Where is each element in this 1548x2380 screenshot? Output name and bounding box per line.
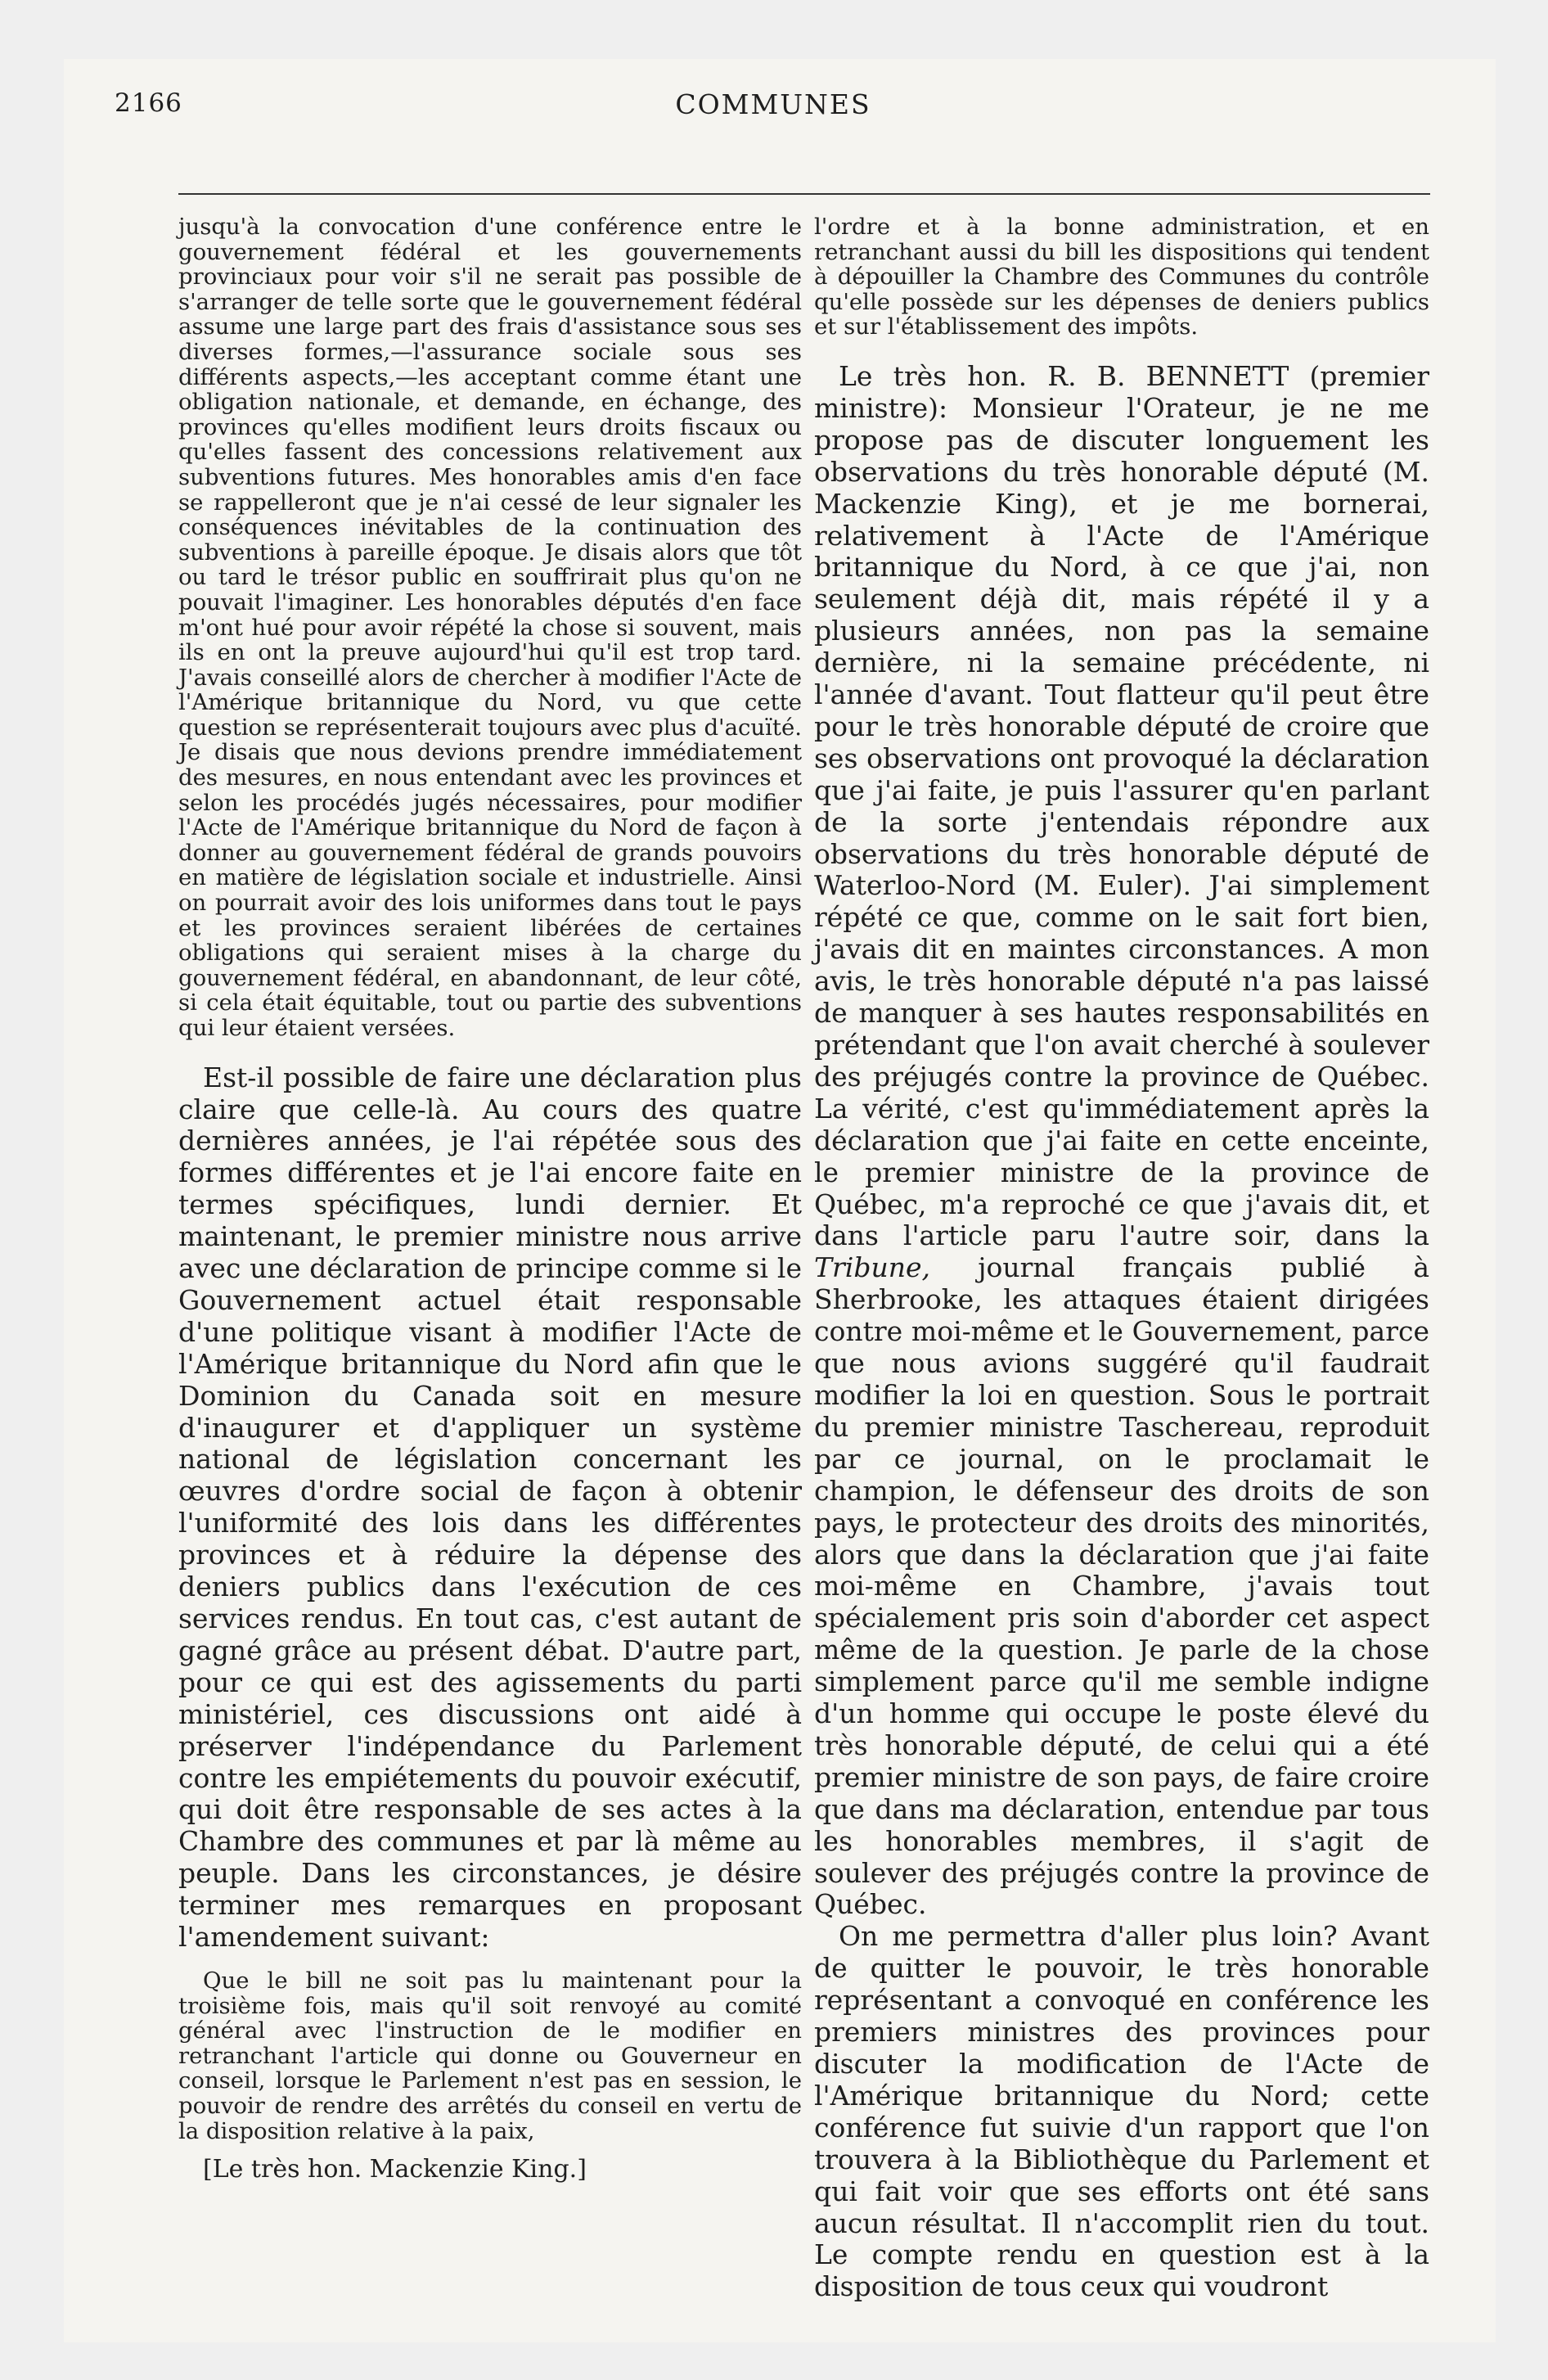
speaker-name: Le très hon. R. B. BENNETT (premier ministre): <box>814 359 1429 424</box>
left-paragraph-2: Est-il possible de faire une déclaration plus claire que celle-là. Au cours des quatre dernières années, je l'ai répétée sous des formes différentes et je l'ai encore faite en termes spécifiques, lundi dernier. Et maintenant, le premier ministre nous arrive avec une déclaration de principe comme si le Gouvernement actuel était responsable d'une politique visant à modifier l'Acte de l'Amérique britannique du Nord afin que le Dominion du Canada soit en mesure d'inaugurer et d'appliquer un système national de législation concernant les œuvres d'ordre social de façon à obtenir l'uniformité des lois dans les différentes provinces et à réduire la dépense des deniers publics dans l'exécution de ces services rendus. En tout cas, c'est autant de gagné grâce au présent débat. D'autre part, pour ce qui est des agissements du parti ministériel, ces discussions ont aidé à préserver l'indépendance du Parlement contre les empiétements du pouvoir exécutif, qui doit être responsable de ses actes à la Chambre des communes et par là même au peuple. Dans les circonstances, je désire terminer mes remarques en proposant l'amendement suivant: <box>178 1061 802 1954</box>
speech-text: Monsieur l'Orateur, je ne me propose pas de discuter longuement les observations du très honorable député (M. Mackenzie King), et je me bornerai, relativement à l'Acte de l'Amérique britannique du Nord, à ce que j'ai, non seulement déjà dit, mais répété il y a plusieurs années, non pas la semaine dernière, ni la semaine précédente, ni l'année d'avant. Tout flatteur qu'il peut être pour le très honorable député de croire que ses observations ont provoqué la déclaration que j'ai faite, je puis l'assurer qu'en parlant de la sorte j'entendais répondre aux observations du très honorable député de Waterloo-Nord (M. Euler). J'ai simplement répété ce que, comme on le sait fort bien, j'avais dit en maintes circonstances. A mon avis, le très honorable député n'a pas laissé de manquer à ses hautes responsabilités en prétendant que l'on avait cherché à soulever des préjugés contre la province de Québec. La vérité, c'est qu'immédiatement après la déclaration que j'ai faite en cette enceinte, le premier ministre de la province de Québec, m'a reproché ce que j'avais dit, et dans l'article paru l'autre soir, dans la <box>814 391 1429 1252</box>
header-rule <box>178 193 1430 195</box>
speech-text-continued: journal français publié à Sherbrooke, les attaques étaient dirigées contre moi-même et le Gouvernement, parce que nous avions suggéré qu'il faudrait modifier la loi en question. Sous le portrait du premier ministre Taschereau, reproduit par ce journal, on le proclamait le champion, le défenseur des droits de son pays, le protecteur des droits des minorités, alors que dans la déclaration que j'ai faite moi-même en Chambre, j'avais tout spécialement pris soin d'aborder cet aspect même de la question. Je parle de la chose simplement parce qu'il me semble indigne d'un homme qui occupe le poste élevé du très honorable député, de celui qui a été premier ministre de son pays, de faire croire que dans ma déclaration, entendue par tous les honorables membres, il s'agit de soulever des préjugés contre la province de Québec. <box>814 1251 1429 1921</box>
right-paragraph-3: On me permettra d'aller plus loin? Avant de quitter le pouvoir, le très honorable représentant a convoqué en conférence les premiers ministres des provinces pour discuter la modification de l'Acte de l'Amérique britannique du Nord; cette conférence fut suivie d'un rapport que l'on trouvera à la Bibliothèque du Parlement et qui fait voir que ses efforts ont été sans aucun résultat. Il n'accomplit rien du tout. Le compte rendu en question est à la disposition de tous ceux qui voudront <box>814 1920 1429 2303</box>
page-header <box>115 82 1432 131</box>
running-head: COMMUNES <box>675 88 871 120</box>
newspaper-title: Tribune, <box>814 1251 930 1284</box>
page-number: 2166 <box>115 88 182 118</box>
right-paragraph-1: l'ordre et à la bonne administration, et en retranchant aussi du bill les dispositions qui tendent à dépouiller la Chambre des Communes du contrôle qu'elle possède sur les dépenses de deniers publics et sur l'établissement des impôts. <box>814 214 1429 340</box>
speaker-attribution: [Le très hon. Mackenzie King.] <box>203 2155 587 2184</box>
left-column <box>178 214 802 2184</box>
right-column <box>814 214 1429 2303</box>
left-paragraph-1: jusqu'à la convocation d'une conférence entre le gouvernement fédéral et les gouvernements provinciaux pour voir s'il ne serait pas possible de s'arranger de telle sorte que le gouvernement fédéral assume une large part des frais d'assistance sous ses diverses formes,—l'assurance sociale sous ses différents aspects,—les acceptant comme étant une obligation nationale, et demande, en échange, des provinces qu'elles modifient leurs droits fiscaux ou qu'elles fassent des concessions relativement aux subventions futures. Mes honorables amis d'en face se rappelleront que je n'ai cessé de leur signaler les conséquences inévitables de la continuation des subventions à pareille époque. Je disais alors que tôt ou tard le trésor public en souffrirait plus qu'on ne pouvait l'imaginer. Les honorables députés d'en face m'ont hué pour avoir répété la chose si souvent, mais ils en ont la preuve aujourd'hui qu'il est trop tard. J'avais conseillé alors de chercher à modifier l'Acte de l'Amérique britannique du Nord, vu que cette question se représenterait toujours avec plus d'acuïté. Je disais que nous devions prendre immédiatement des mesures, en nous entendant avec les provinces et selon les procédés jugés nécessaires, pour modifier l'Acte de l'Amérique britannique du Nord de façon à donner au gouvernement fédéral de grands pouvoirs en matière de législation sociale et industrielle. Ainsi on pourrait avoir des lois uniformes dans tout le pays et les provinces seraient libérées de certaines obligations qui seraient mises à la charge du gouvernement fédéral, en abandonnant, de leur côté, si cela était équitable, tout ou partie des subventions qui leur étaient versées. <box>178 214 802 1041</box>
right-paragraph-2 <box>814 361 1429 1921</box>
amendment-text: Que le bill ne soit pas lu maintenant pour la troisième fois, mais qu'il soit renvoyé au comité général avec l'instruction de le modifier en retranchant l'article qui donne ou Gouverneur en conseil, lorsque le Parlement n'est pas en session, le pouvoir de rendre des arrêtés du conseil en vertu de la disposition relative à la paix, <box>178 1967 802 2144</box>
